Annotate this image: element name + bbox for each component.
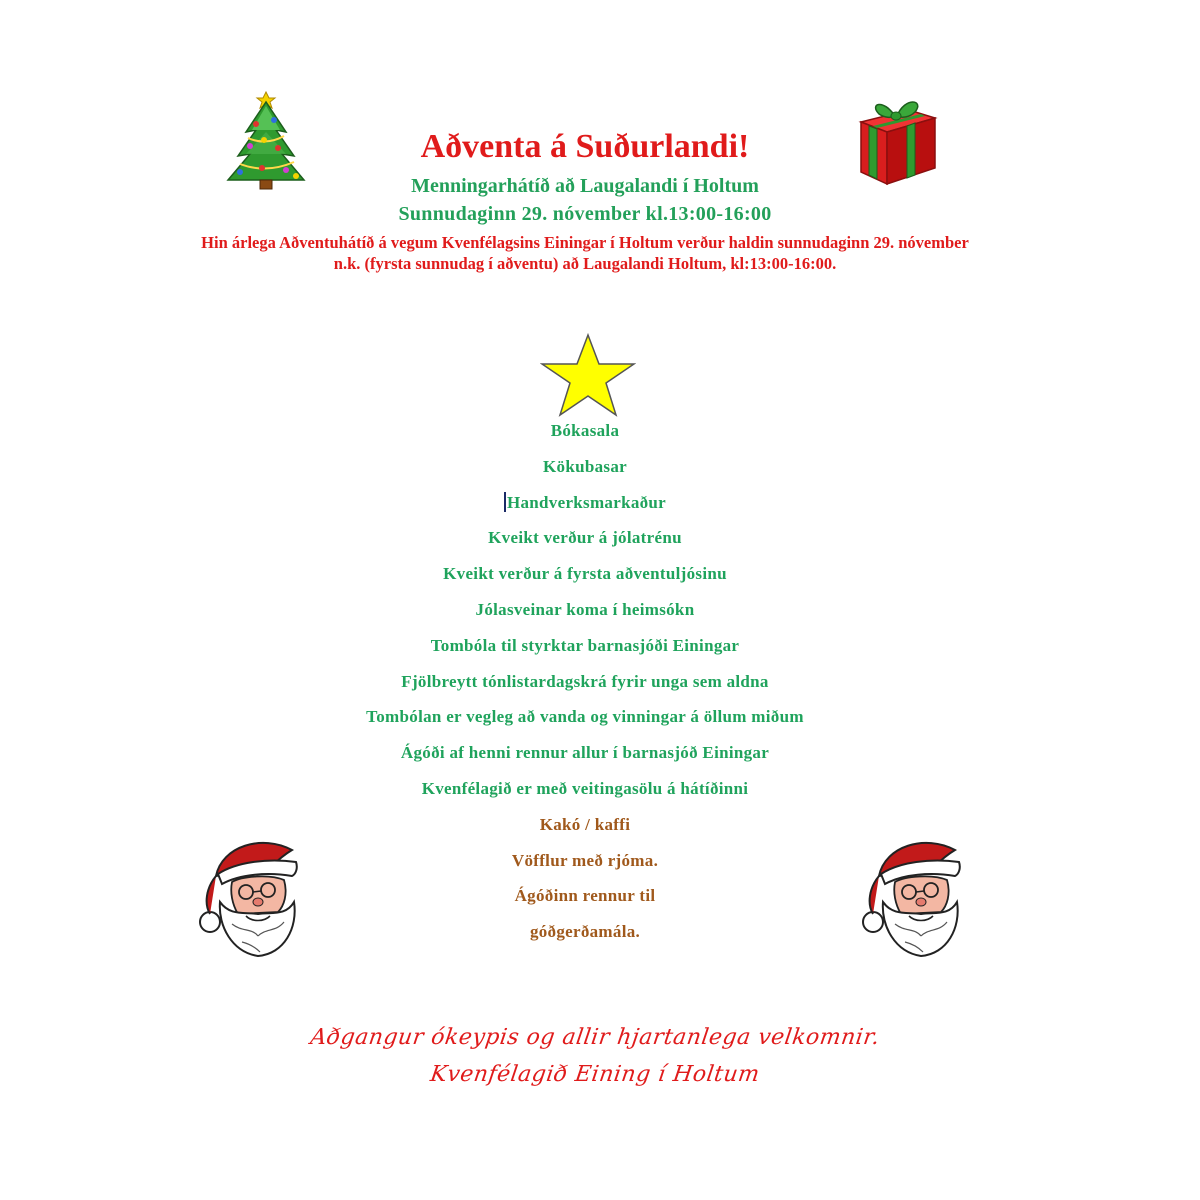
santa-claus-icon	[855, 832, 971, 960]
program-item: Kveikt verður á fyrsta aðventuljósinu	[443, 564, 727, 584]
santa-claus-icon	[192, 832, 308, 960]
refreshment-item: Kakó / kaffi	[539, 814, 631, 834]
program-item-label: Handverksmarkaður	[506, 492, 667, 512]
program-item: Kökubasar	[543, 456, 627, 476]
program-item: Tombóla til styrktar barnasjóði Einingar	[430, 635, 740, 655]
event-subtitle: Menningarhátíð að Laugalandi í Holtum	[411, 175, 759, 197]
refreshment-item: Ágóðinn rennur til	[514, 886, 656, 906]
page-title: Aðventa á Suðurlandi!	[420, 128, 750, 165]
program-list	[0, 420, 1170, 957]
program-item: Jólasveinar koma í heimsókn	[475, 599, 695, 619]
program-item: Kvenfélagið er með veitingasölu á hátíðinni	[421, 778, 749, 798]
star-icon	[540, 333, 636, 417]
event-date: Sunnudaginn 29. nóvember kl.13:00-16:00	[398, 203, 772, 225]
organizer-signature: Kvenfélagið Eining í Holtum	[428, 1062, 762, 1087]
text-cursor	[504, 492, 506, 512]
program-item: Fjölbreytt tónlistardagskrá fyrir unga sem aldna	[401, 671, 769, 691]
admission-note: Aðgangur ókeypis og allir hjartanlega velkomnir.	[308, 1025, 882, 1050]
program-item	[0, 492, 1170, 528]
program-item: Kveikt verður á jólatrénu	[488, 528, 682, 548]
intro-paragraph: Hin árlega Aðventuhátíð á vegum Kvenfélagsins Einingar í Holtum verður haldin sunnudaginn 29. nóvember n.k. (fyrsta sunnudag í aðventu) að Laugalandi Holtum, kl:13:00-16:00.	[201, 233, 969, 273]
program-item: Tombólan er vegleg að vanda og vinningar á öllum miðum	[366, 707, 804, 727]
refreshment-item: góðgerðamála.	[529, 922, 641, 942]
refreshment-item: Vöfflur með rjóma.	[511, 850, 659, 870]
program-item: Bókasala	[550, 421, 620, 440]
program-item: Ágóði af henni rennur allur í barnasjóð Einingar	[400, 743, 770, 763]
